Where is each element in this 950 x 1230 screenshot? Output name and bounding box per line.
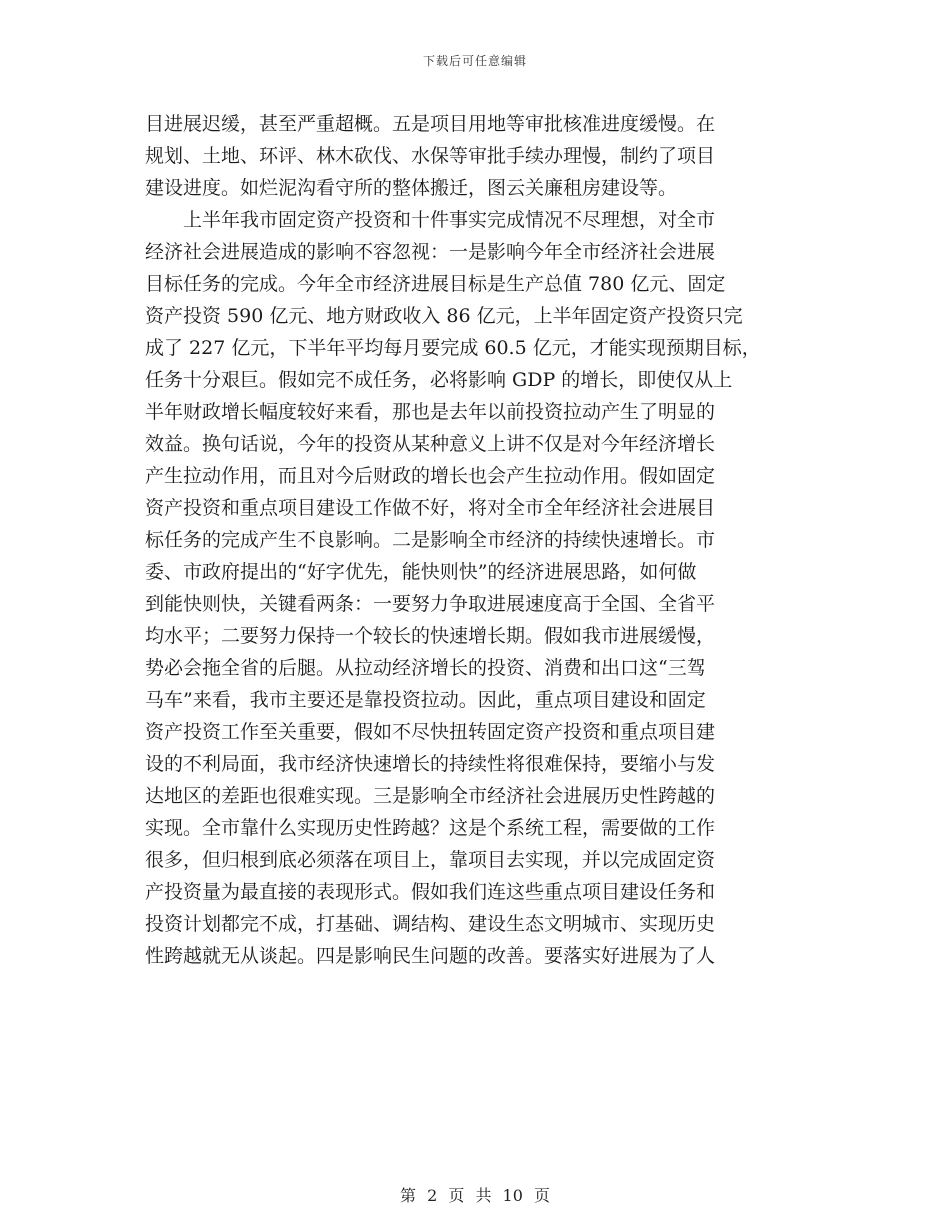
document-body xyxy=(145,108,807,972)
text-line: 设的不利局面，我市经济快速增长的持续性将很难保持，要缩小与发 xyxy=(145,753,716,775)
text-line: 均水平；二要努力保持一个较长的快速增长期。假如我市进展缓慢， xyxy=(145,625,716,647)
text-line: 资产投资和重点项目建设工作做不好，将对全市全年经济社会进展目 xyxy=(145,497,716,519)
text-line: 目进展迟缓，甚至严重超概。五是项目用地等审批核准进度缓慢。在 xyxy=(145,113,716,135)
text-line: 任务十分艰巨。假如完不成任务，必将影响 GDP 的增长，即使仅从上 xyxy=(145,369,733,391)
text-line: 半年财政增长幅度较好来看，那也是去年以前投资拉动产生了明显的 xyxy=(145,401,716,423)
text-line: 实现。全市靠什么实现历史性跨越？这是个系统工程，需要做的工作 xyxy=(145,817,716,839)
text-line: 成了 227 亿元，下半年平均每月要完成 60.5 亿元，才能实现预期目标， xyxy=(145,337,761,359)
text-line: 经济社会进展造成的影响不容忽视：一是影响今年全市经济社会进展 xyxy=(145,241,716,263)
text-line: 规划、土地、环评、林木砍伐、水保等审批手续办理慢，制约了项目 xyxy=(145,145,716,167)
text-line: 效益。换句话说，今年的投资从某种意义上讲不仅是对今年经济增长 xyxy=(145,433,716,455)
text-line: 产投资量为最直接的表现形式。假如我们连这些重点项目建设任务和 xyxy=(145,881,716,903)
page-header: 下载后可任意编辑 xyxy=(422,54,527,68)
text-line: 建设进度。如烂泥沟看守所的整体搬迁，图云关廉租房建设等。 xyxy=(145,177,678,199)
text-line: 标任务的完成产生不良影响。二是影响全市经济的持续快速增长。市 xyxy=(145,529,716,551)
text-line: 资产投资工作至关重要，假如不尽快扭转固定资产投资和重点项目建 xyxy=(145,721,716,743)
text-line: 委、市政府提出的“好字优先，能快则快”的经济进展思路，如何做 xyxy=(145,561,697,583)
text-line: 达地区的差距也很难实现。三是影响全市经济社会进展历史性跨越的 xyxy=(145,785,716,807)
text-line: 势必会拖全省的后腿。从拉动经济增长的投资、消费和出口这“三驾 xyxy=(145,657,706,679)
text-line: 投资计划都完不成，打基础、调结构、建设生态文明城市、实现历史 xyxy=(145,913,716,935)
text-line: 很多，但归根到底必须落在项目上，靠项目去实现，并以完成固定资 xyxy=(145,849,716,871)
text-line: 马车”来看，我市主要还是靠投资拉动。因此，重点项目建设和固定 xyxy=(145,689,706,711)
text-line: 产生拉动作用，而且对今后财政的增长也会产生拉动作用。假如固定 xyxy=(145,465,716,487)
text-line: 目标任务的完成。今年全市经济进展目标是生产总值 780 亿元、固定 xyxy=(145,273,726,295)
text-line: 到能快则快，关键看两条：一要努力争取进展速度高于全国、全省平 xyxy=(145,593,716,615)
text-line: 资产投资 590 亿元、地方财政收入 86 亿元，上半年固定资产投资只完 xyxy=(145,305,743,327)
page-footer: 第 2 页 共 10 页 xyxy=(400,1186,550,1205)
text-line: 性跨越就无从谈起。四是影响民生问题的改善。要落实好进展为了人 xyxy=(145,945,716,967)
text-line: 上半年我市固定资产投资和十件事实完成情况不尽理想，对全市 xyxy=(145,209,716,231)
